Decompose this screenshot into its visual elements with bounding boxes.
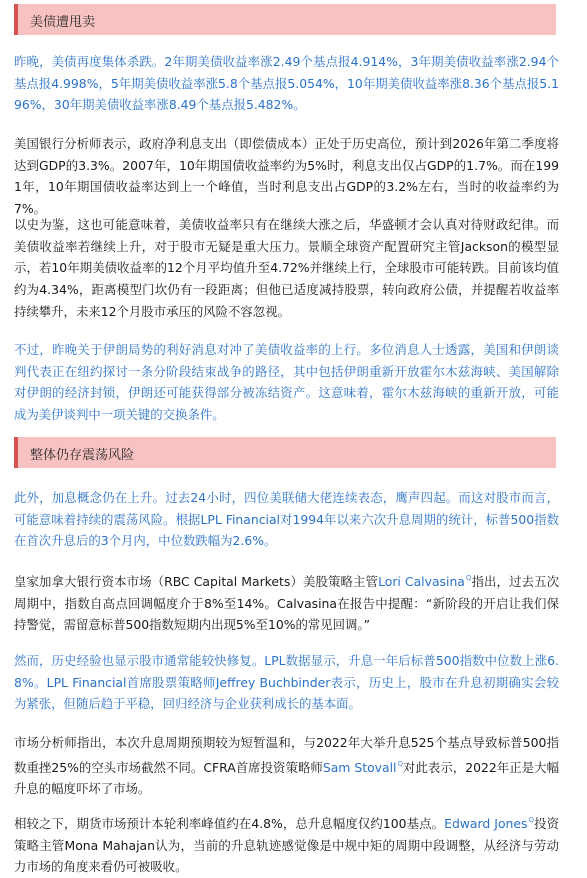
search-icon: Q [465, 574, 472, 582]
section-header-bond-selloff [14, 4, 556, 35]
paragraph-iran-news: 不过，昨晚关于伊朗局势的利好消息对冲了美债收益率的上行。多位消息人士透露，美国和伊朗谈判代表正在纽约探讨一条分阶段结束战争的路径，其中包括伊朗重新开放霍尔木兹海峡、美国解除对伊朗的经济封锁，伊朗还可能获得部分被冻结资产。这意味着，霍尔木兹海峡的重新开放，可能成为美伊谈判中一项关键的交换条件。 [14, 342, 559, 423]
paragraph-cfra-strategist: 市场分析师指出，本次升息周期预期较为短暂温和，与2022年大举升息525个基点导致标普500指数重挫25%的空头市场截然不同。CFRA首席投资策略师Sam Stovall$^Q$对此表示，2022年正是大幅升息的幅度吓坏了市场。 [14, 735, 559, 797]
paragraph-market-recovery: 然而，历史经验也显示股市通常能较快修复。LPL数据显示，升息一年后标普500指数中位数上涨6.8%。LPL Financial首席股票策略师Jeffrey Buchbinder表示，历史上，股市在升息初期确实会较为紧张，但随后趋于平稳，回归经济与企业获利成长的基本面。 [14, 653, 559, 712]
paragraph-interest-expense: 美国银行分析师表示，政府净利息支出（即偿债成本）正处于历史高位，预计到2026年第二季度将达到GDP的3.3%。2007年，10年期国债收益率约为5%时，利息支出仅占GDP的1.7%。而在1991年，10年期国债收益率达到上一个峰值，当时利息支出占GDP的3.2%左右，当时的收益率约为7%。 [14, 136, 559, 217]
paragraph-history-lesson: 以史为鉴，这也可能意味着，美债收益率只有在继续大涨之后，华盛顿才会认真对待财政纪律。而美债收益率若继续上升，对于股市无疑是重大压力。景顺全球资产配置研究主管Jackson的模型显示，若10年期美债收益率的12个月平均值升至4.72%并继续上行，全球股市可能转跌。目前该均值约为4.34%，距离模型门坎仍有一段距离；但他已适度减持股票，转向政府公债，并提醒若收益率持续攀升，未来12个月股市承压的风险不容忽视。 [14, 217, 559, 319]
paragraph-rbc-strategist: 皇家加拿大银行资本市场（RBC Capital Markets）美股策略主管Lori Calvasina$^Q$指出，过去五次周期中，指数自高点回调幅度介于8%至14%。Calvasina在报告中提醒：“新阶段的开启让我们保持警觉，需留意标普500指数短期内出现5%至10%的常见回调。” [14, 574, 560, 633]
section-title: 整体仍存震荡风险 [30, 448, 135, 463]
entity-link-lori-calvasina[interactable]: Lori Calvasina$^Q$ [378, 574, 472, 589]
search-icon: Q [528, 816, 534, 824]
section-header-volatility-risk [14, 437, 556, 468]
search-icon: Q [397, 759, 403, 768]
entity-link-sam-stovall[interactable]: Sam Stovall$^Q$ [322, 759, 403, 775]
paragraph-rate-hike: 此外，加息概念仍在上升。过去24小时，四位美联储大佬连续表态，鹰声四起。而这对股市而言，可能意味着持续的震荡风险。根据LPL Financial对1994年以来六次升息周期的统计，标普500指数在首次升息后的3个月内，中位数跌幅为2.6%。 [14, 490, 559, 549]
section-title: 美债遭甩卖 [30, 15, 96, 30]
paragraph-edward-jones: 相较之下，期货市场预计本轮利率峰值约在4.8%，总升息幅度仅约100基点。Edward Jones$^Q$投资策略主管Mona Mahajan认为，当前的升息轨迹感觉像是中规中矩的周期中段调整，从经济与劳动力市场的角度来看仍可被吸收。 [14, 816, 559, 875]
entity-link-edward-jones[interactable]: Edward Jones$^Q$ [444, 816, 534, 831]
paragraph-treasury-yields: 昨晚，美债再度集体杀跌。2年期美债收益率涨2.49个基点报4.914%，3年期美债收益率涨2.94个基点报4.998%，5年期美债收益率涨5.8个基点报5.054%，10年期美债收益率涨8.36个基点报5.196%，30年期美债收益率涨8.49个基点报5.482%。 [14, 54, 559, 113]
